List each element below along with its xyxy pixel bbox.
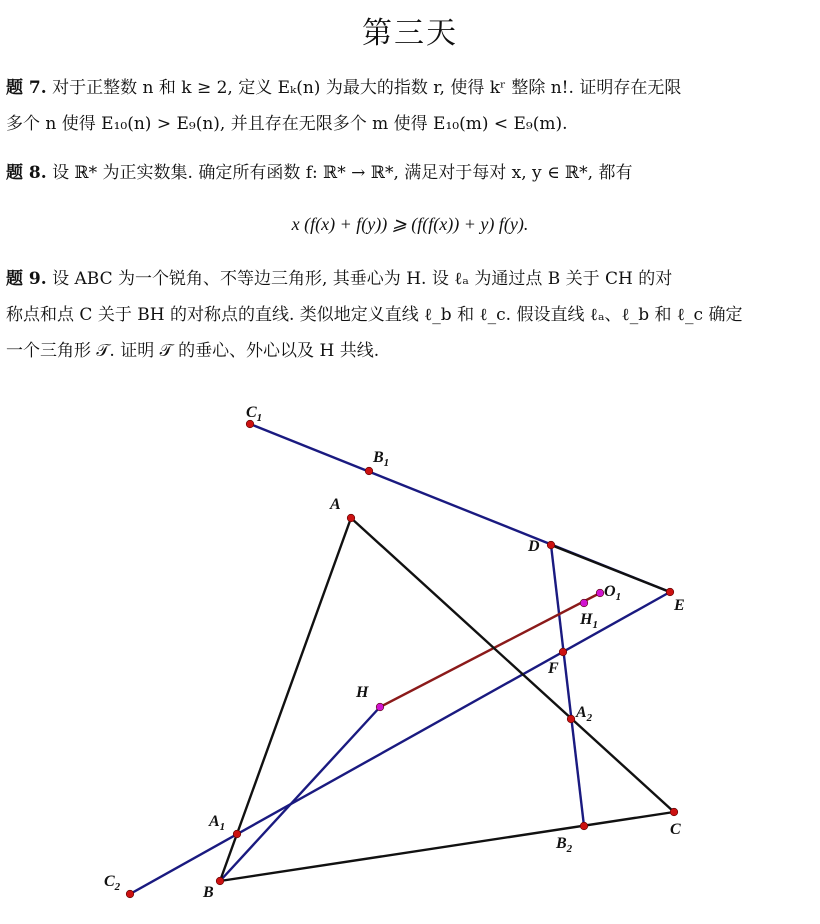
segment-b-c — [220, 812, 674, 881]
point-f — [559, 648, 567, 656]
problem-label: 题 9. — [6, 269, 47, 289]
point-b1 — [365, 467, 373, 475]
segment-c2-e — [130, 592, 670, 894]
problem-text-line: 一个三角形 𝒯. 证明 𝒯 的垂心、外心以及 H 共线. — [6, 341, 380, 361]
point-label-o1: $O_1$ — [604, 583, 622, 603]
problem-label: 题 8. — [6, 163, 47, 183]
point-label-c1: $C_1$ — [246, 404, 263, 424]
point-c2 — [126, 890, 134, 898]
point-label-f: F — [548, 660, 559, 677]
segment-d-b2 — [551, 545, 584, 826]
segment-a-b — [220, 518, 351, 881]
point-label-a: A — [330, 496, 341, 513]
point-a — [347, 514, 355, 522]
point-a1 — [233, 830, 241, 838]
problem-text-line: 对于正整数 n 和 k ≥ 2, 定义 Eₖ(n) 为最大的指数 r, 使得 kʳ 整除 n!. 证明存在无限 — [52, 78, 682, 98]
point-c1 — [246, 420, 254, 428]
point-c — [670, 808, 678, 816]
problem-text-line: 设 ℝ* 为正实数集. 确定所有函数 f: ℝ* → ℝ*, 满足对于每对 x, y ∈ ℝ*, 都有 — [52, 163, 633, 183]
point-label-b1: $B_1$ — [373, 449, 390, 469]
point-o1 — [596, 589, 604, 597]
problem-label: 题 7. — [6, 78, 47, 98]
display-equation: x (f(x) + f(y)) ⩾ (f(f(x)) + y) f(y). — [291, 214, 529, 234]
point-label-e: E — [674, 597, 685, 614]
point-label-c2: $C_2$ — [104, 873, 121, 893]
point-label-a1: $A_1$ — [209, 813, 226, 833]
point-b — [216, 877, 224, 885]
problem-text-line: 多个 n 使得 E₁₀(n) > E₉(n), 并且存在无限多个 m 使得 E₁₀(m) < E₉(m). — [6, 114, 568, 134]
point-label-b2: $B_2$ — [556, 835, 573, 855]
point-h — [376, 703, 384, 711]
segment-a-c — [351, 518, 674, 812]
point-h1 — [580, 599, 588, 607]
problem-text-line: 设 ABC 为一个锐角、不等边三角形, 其垂心为 H. 设 ℓₐ 为通过点 B 关于 CH 的对 — [52, 269, 673, 289]
problem-text-line: 称点和点 C 关于 BH 的对称点的直线. 类似地定义直线 ℓ_b 和 ℓ_c. 假设直线 ℓₐ、ℓ_b 和 ℓ_c 确定 — [6, 305, 743, 325]
point-e — [666, 588, 674, 596]
point-b2 — [580, 822, 588, 830]
point-label-b: B — [203, 884, 214, 901]
point-label-h1: $H_1$ — [580, 611, 598, 631]
point-label-h: H — [356, 684, 369, 701]
point-d — [547, 541, 555, 549]
point-a2 — [567, 715, 575, 723]
point-label-a2: $A_2$ — [576, 704, 593, 724]
page-title: 第三天 — [362, 16, 458, 51]
point-label-c: C — [670, 821, 681, 838]
point-label-d: D — [528, 538, 540, 555]
segment-b-h — [220, 707, 380, 881]
